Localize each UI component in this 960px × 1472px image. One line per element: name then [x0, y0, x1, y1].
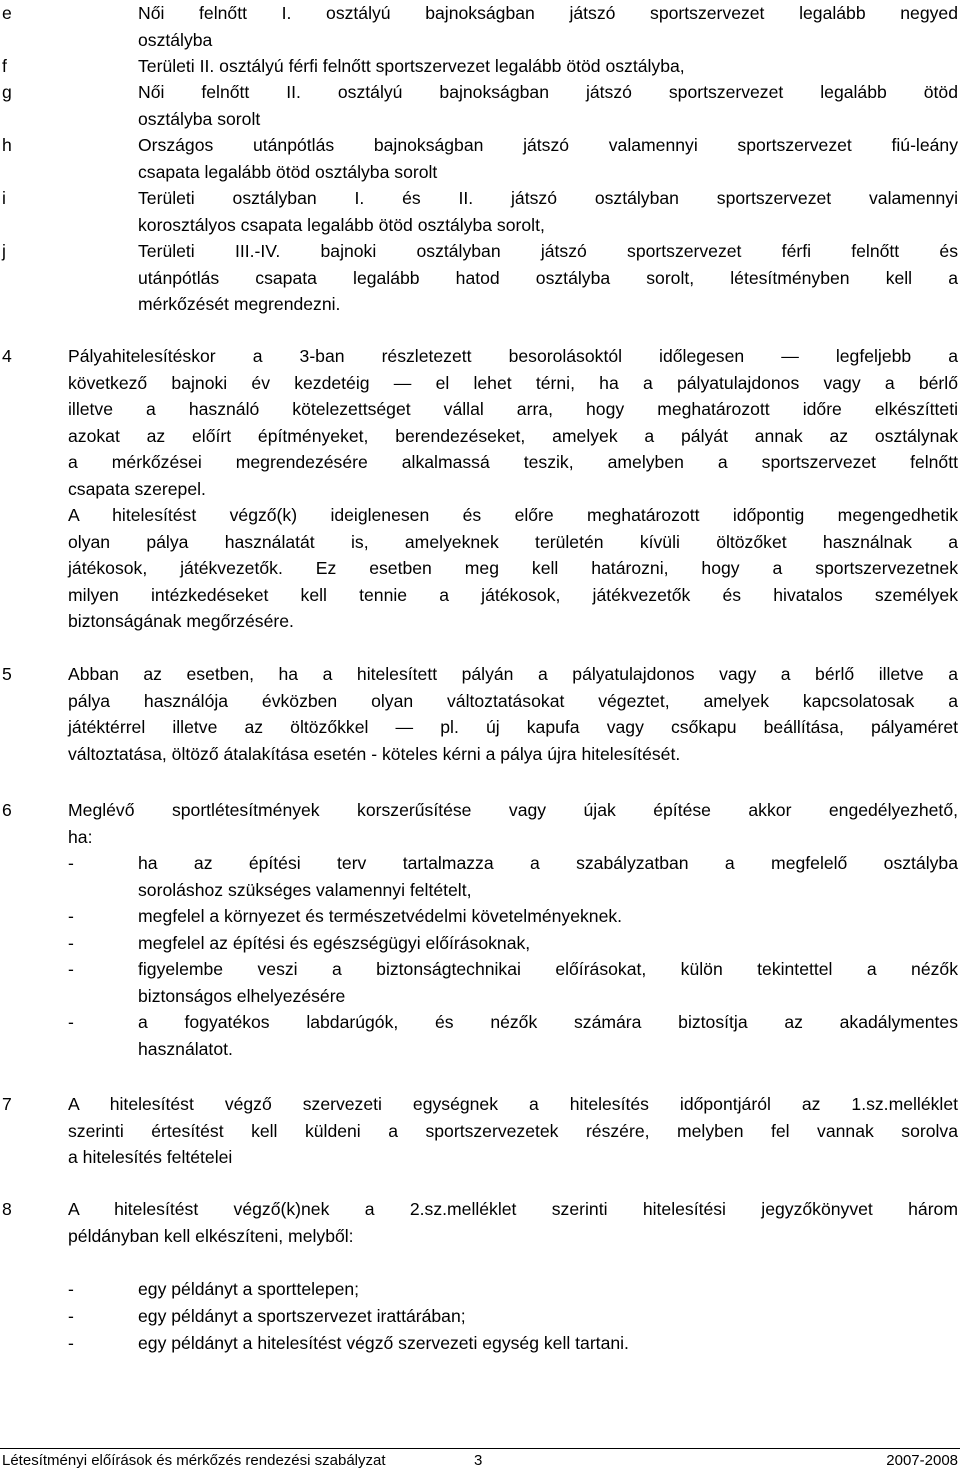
item-label: e [2, 3, 12, 23]
item-line: mérkőzését megrendezni. [138, 294, 341, 314]
section-line: azokat az előírt építményeket, berendezéseket, amelyek a pályát annak az osztálynak [68, 425, 958, 446]
item-line: Területi III.-IV. bajnoki osztályban játszó sportszervezet férfi felnőtt és [138, 241, 958, 261]
item-label: f [2, 56, 7, 76]
item-line: osztályba sorolt [138, 108, 261, 129]
footer-title: Létesítményi előírások és mérkőzés rendezési szabályzat [2, 1452, 386, 1469]
section-line: illetve a használó kötelezettséget vállal arra, hogy meghatározott időre elkészítteti [68, 399, 958, 419]
section-line: pálya használója évközben olyan változtatásokat végeztet, amelyek kapcsolatosak a [68, 690, 958, 711]
item-line: Területi II. osztályú férfi felnőtt sportszervezet legalább ötöd osztályba, [138, 56, 685, 76]
section-line: változtatása, öltöző átalakítása esetén - köteles kérni a pálya újra hitelesítését. [68, 743, 681, 764]
bullet-line: egy példányt a sportszervezet irattárában; [138, 1306, 466, 1326]
item-label: g [2, 82, 12, 102]
bullet-line: a fogyatékos labdarúgók, és nézők számára biztosítja az akadálymentes [138, 1012, 958, 1032]
bullet-line: használatot. [138, 1038, 233, 1059]
section-line: a hitelesítés feltételei [68, 1147, 233, 1167]
bullet-line: megfelel az építési és egészségügyi előírásoknak, [138, 933, 531, 953]
section-line: Meglévő sportlétesítmények korszerűsítése vagy újak építése akkor engedélyezhető, [68, 800, 958, 820]
item-label: i [2, 188, 6, 208]
section-line: A hitelesítést végző(k)nek a 2.sz.melléklet szerinti hitelesítési jegyzőkönyvet három [68, 1199, 958, 1219]
section-line: a mérkőzései megrendezésére alkalmassá teszik, amelyben a sportszervezet felnőtt [68, 452, 958, 472]
footer-page-number: 3 [474, 1452, 483, 1469]
section-line: olyan pálya használatát is, amelyeknek területén kívüli öltözőket használnak a [68, 531, 958, 552]
item-line: csapata legalább ötöd osztályba sorolt [138, 161, 438, 182]
section-line: következő bajnoki év kezdetéig — el lehet térni, ha a pályatulajdonos vagy a bérlő [68, 372, 958, 393]
bullet-dash: - [68, 1333, 74, 1353]
section-number: 5 [2, 664, 12, 684]
bullet-line: soroláshoz szükséges valamennyi feltételt, [138, 879, 472, 900]
section-number: 6 [2, 800, 12, 820]
item-label: h [2, 135, 12, 155]
section-line: ha: [68, 826, 93, 847]
bullet-dash: - [68, 1306, 74, 1326]
bullet-line: figyelembe veszi a biztonságtechnikai előírásokat, külön tekintettel a nézők [138, 959, 958, 979]
bullet-line: megfelel a környezet és természetvédelmi követelményeknek. [138, 906, 623, 926]
item-line: utánpótlás csapata legalább hatod osztályba sorolt, létesítményben kell a [138, 267, 958, 288]
bullet-line: biztonságos elhelyezésére [138, 985, 346, 1006]
bullet-dash: - [68, 959, 74, 979]
bullet-dash: - [68, 853, 74, 873]
section-number: 8 [2, 1199, 12, 1219]
section-line: biztonságának megőrzésére. [68, 611, 294, 631]
section-line: játékosok, játékvezetők. Ez esetben meg kell határozni, hogy a sportszervezetnek [68, 558, 958, 578]
item-line: Női felnőtt II. osztályú bajnokságban játszó sportszervezet legalább ötöd [138, 82, 958, 102]
section-line: játéktérrel illetve az öltözőkkel — pl. új kapufa vagy csőkapu beállítása, pályaméret [68, 717, 958, 737]
bullet-dash: - [68, 933, 74, 953]
item-line: Női felnőtt I. osztályú bajnokságban játszó sportszervezet legalább negyed [138, 3, 958, 23]
bullet-dash: - [68, 1279, 74, 1299]
item-label: j [2, 241, 6, 261]
section-line: A hitelesítést végző szervezeti egységnek a hitelesítés időpontjáról az 1.sz.melléklet [68, 1094, 958, 1114]
bullet-line: egy példányt a hitelesítést végző szervezeti egység kell tartani. [138, 1333, 629, 1353]
section-number: 7 [2, 1094, 12, 1114]
item-line: Országos utánpótlás bajnokságban játszó valamennyi sportszervezet fiú-leány [138, 135, 958, 155]
page-footer [0, 1448, 960, 1471]
bullet-dash: - [68, 1012, 74, 1032]
bullet-dash: - [68, 906, 74, 926]
item-line: korosztályos csapata legalább ötöd osztályba sorolt, [138, 214, 545, 235]
section-line: Pályahitelesítéskor a 3-ban részletezett besorolásoktól időlegesen — legfeljebb a [68, 346, 958, 366]
section-line: Abban az esetben, ha a hitelesített pályán a pályatulajdonos vagy a bérlő illetve a [68, 664, 958, 684]
section-line: milyen intézkedéseket kell tennie a játékosok, játékvezetők és hivatalos személyek [68, 584, 958, 605]
section-line: példányban kell elkészíteni, melyből: [68, 1225, 354, 1246]
section-line: szerinti értesítést kell küldeni a sportszervezetek részére, melyben fel vannak sorolva [68, 1120, 958, 1141]
section-line: csapata szerepel. [68, 478, 206, 499]
item-line: osztályba [138, 29, 213, 50]
item-line: Területi osztályban I. és II. játszó osztályban sportszervezet valamennyi [138, 188, 958, 208]
footer-year: 2007-2008 [886, 1452, 958, 1469]
bullet-line: egy példányt a sporttelepen; [138, 1279, 360, 1299]
bullet-line: ha az építési terv tartalmazza a szabályzatban a megfelelő osztályba [138, 853, 958, 873]
section-line: A hitelesítést végző(k) ideiglenesen és előre meghatározott időpontig megengedhetik [68, 505, 958, 525]
section-number: 4 [2, 346, 12, 366]
